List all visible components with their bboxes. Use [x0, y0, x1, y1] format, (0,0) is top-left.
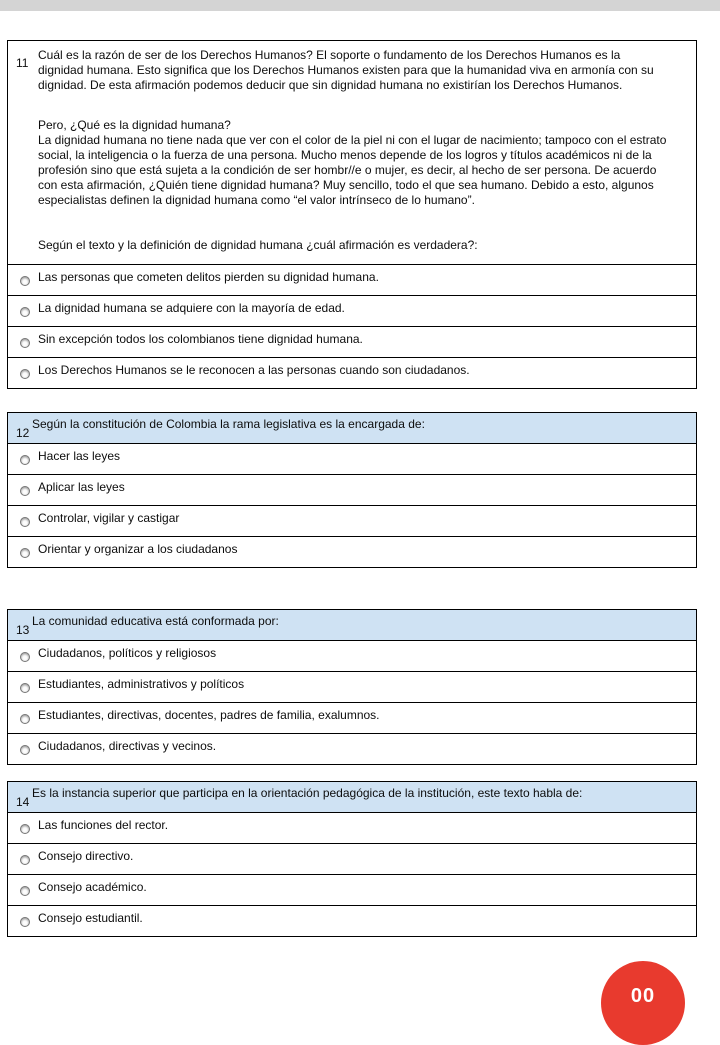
question-number: 13 [16, 623, 30, 637]
radio-button-icon[interactable] [20, 486, 30, 496]
question-number: 11 [16, 56, 29, 70]
radio-button-icon[interactable] [20, 307, 30, 317]
option-row[interactable] [8, 640, 696, 671]
option-row[interactable] [8, 874, 696, 905]
option-row[interactable] [8, 671, 696, 702]
radio-button-icon[interactable] [20, 824, 30, 834]
question-14 [7, 781, 697, 937]
option-row[interactable] [8, 295, 696, 326]
radio-button-icon[interactable] [20, 369, 30, 379]
floating-button-label: 00 [630, 985, 656, 1007]
option-label: Aplicar las leyes [38, 480, 125, 494]
question-prompt: La comunidad educativa está conformada por: [32, 614, 279, 628]
top-bar [0, 0, 720, 11]
option-row[interactable] [8, 357, 696, 388]
option-row[interactable] [8, 733, 696, 764]
option-label: Consejo académico. [38, 880, 147, 894]
radio-button-icon[interactable] [20, 745, 30, 755]
question-number: 12 [16, 426, 30, 440]
option-row[interactable] [8, 905, 696, 936]
option-row[interactable] [8, 536, 696, 567]
option-row[interactable] [8, 474, 696, 505]
option-label: Los Derechos Humanos se le reconocen a las personas cuando son ciudadanos. [38, 363, 470, 377]
radio-button-icon[interactable] [20, 548, 30, 558]
radio-button-icon[interactable] [20, 917, 30, 927]
question-prompt: Es la instancia superior que participa en la orientación pedagógica de la institución, este texto habla de: [32, 786, 583, 800]
option-label: Sin excepción todos los colombianos tiene dignidad humana. [38, 332, 363, 346]
radio-button-icon[interactable] [20, 855, 30, 865]
question-number: 14 [16, 795, 30, 809]
option-row[interactable] [8, 443, 696, 474]
option-label: Las funciones del rector. [38, 818, 169, 832]
radio-button-icon[interactable] [20, 517, 30, 527]
option-row[interactable] [8, 264, 696, 295]
option-label: Estudiantes, directivas, docentes, padres de familia, exalumnos. [38, 708, 380, 722]
floating-red-button[interactable] [601, 961, 685, 1045]
question-prompt: Según la constitución de Colombia la rama legislativa es la encargada de: [32, 417, 425, 431]
question-12-header [8, 413, 696, 443]
radio-button-icon[interactable] [20, 683, 30, 693]
option-label: Consejo directivo. [38, 849, 134, 863]
radio-button-icon[interactable] [20, 714, 30, 724]
option-label: Ciudadanos, directivas y vecinos. [38, 739, 217, 753]
radio-button-icon[interactable] [20, 886, 30, 896]
question-text: La dignidad humana no tiene nada que ver con el color de la piel ni con el lugar de nacimiento; tampoco con el estrato social, la inteligencia o la fuerza de una persona. Mucho menos depende de los logros y títulos académicos ni de la profesión sino que está sujeta a la condición de ser hombr//e o mujer, es decir, al hecho de ser persona. De acuerdo con esta afirmación, ¿Quién tiene dignidad humana? Muy sencillo, todo el que sea humano. Debido a esto, algunos especialistas definen la dignidad humana como “el valor intrínseco de lo humano”. [38, 133, 667, 207]
question-11 [7, 40, 697, 389]
question-12 [7, 412, 697, 568]
radio-button-icon[interactable] [20, 276, 30, 286]
option-label: Ciudadanos, políticos y religiosos [38, 646, 217, 660]
radio-button-icon[interactable] [20, 455, 30, 465]
option-label: Hacer las leyes [38, 449, 121, 463]
option-label: Controlar, vigilar y castigar [38, 511, 180, 525]
option-row[interactable] [8, 326, 696, 357]
radio-button-icon[interactable] [20, 652, 30, 662]
option-label: Consejo estudiantil. [38, 911, 143, 925]
option-label: Estudiantes, administrativos y políticos [38, 677, 245, 691]
option-label: La dignidad humana se adquiere con la mayoría de edad. [38, 301, 345, 315]
option-row[interactable] [8, 702, 696, 733]
question-13 [7, 609, 697, 765]
option-label: Orientar y organizar a los ciudadanos [38, 542, 238, 556]
question-14-header [8, 782, 696, 812]
question-text: Pero, ¿Qué es la dignidad humana? [38, 118, 231, 132]
radio-button-icon[interactable] [20, 338, 30, 348]
question-13-header [8, 610, 696, 640]
question-prompt: Según el texto y la definición de dignidad humana ¿cuál afirmación es verdadera?: [38, 238, 478, 252]
question-11-header [8, 41, 696, 264]
option-label: Las personas que cometen delitos pierden su dignidad humana. [38, 270, 379, 284]
option-row[interactable] [8, 843, 696, 874]
question-text: Cuál es la razón de ser de los Derechos Humanos? El soporte o fundamento de los Derechos Humanos es la dignidad humana. Esto significa que los Derechos Humanos existen para que la humanidad viva en armonía con su dignidad. De esta afirmación podemos deducir que sin dignidad humana no existirían los Derechos Humanos. [38, 48, 654, 92]
option-row[interactable] [8, 812, 696, 843]
option-row[interactable] [8, 505, 696, 536]
